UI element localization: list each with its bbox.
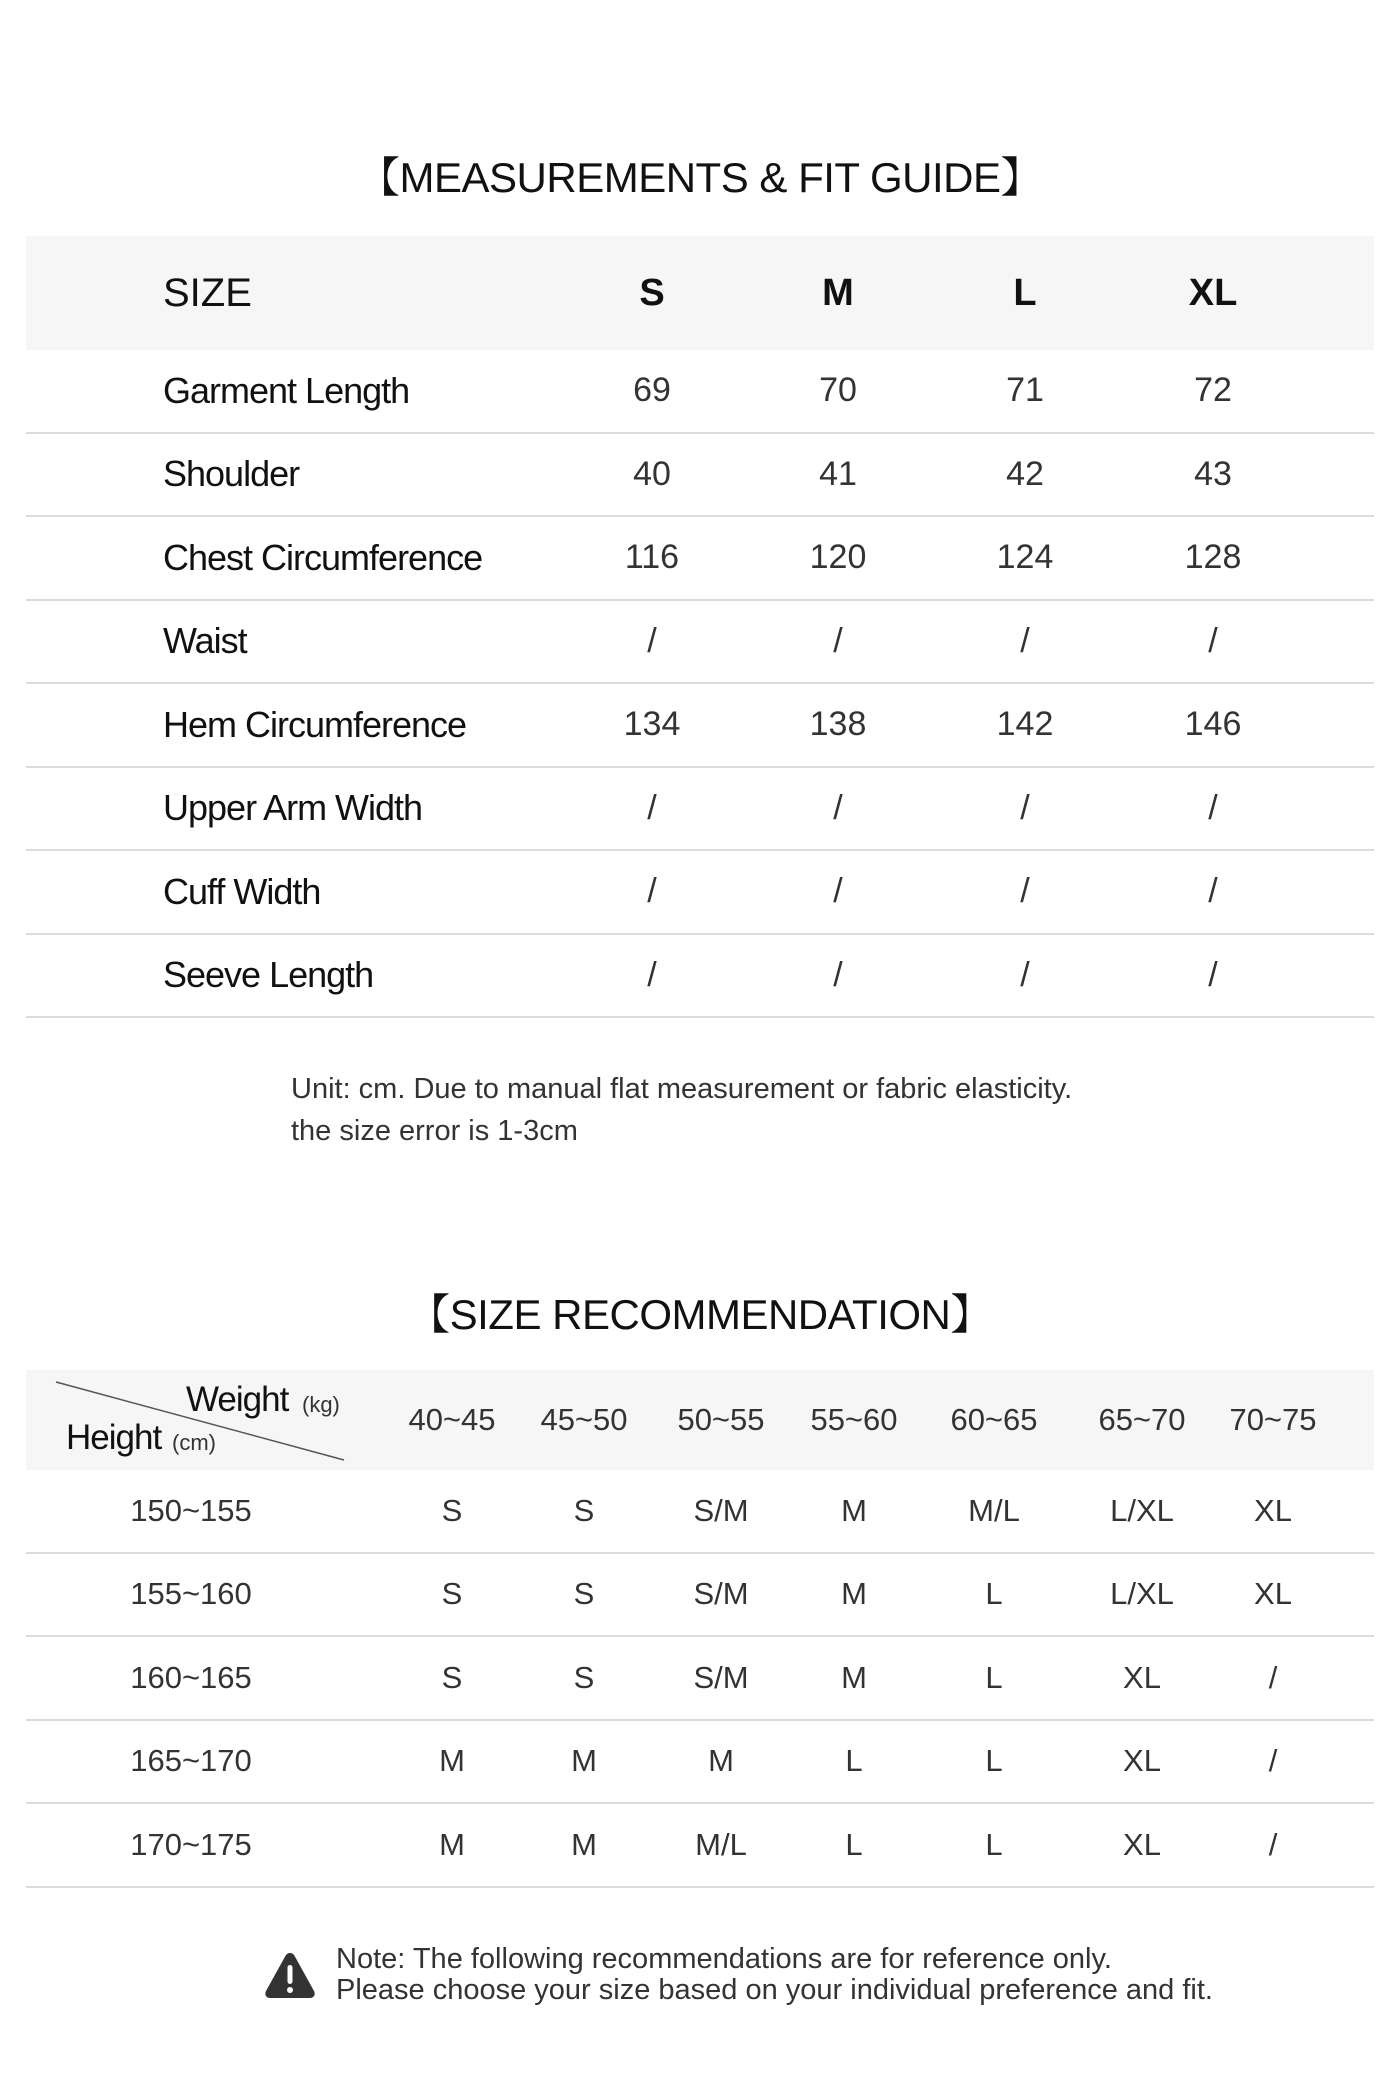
weight-range: 60~65 [950, 1402, 1038, 1437]
recommended-size: S/M [693, 1659, 749, 1695]
recommended-size: M [571, 1743, 597, 1779]
measurement-row [26, 768, 1374, 852]
recommended-size: XL [1254, 1492, 1292, 1528]
recommended-size: L [845, 1743, 863, 1779]
measurement-value: 124 [996, 538, 1054, 577]
measurement-value: 40 [633, 454, 671, 493]
weight-range: 55~60 [810, 1402, 898, 1437]
measurement-row [26, 350, 1374, 434]
measurement-value: 43 [1194, 454, 1232, 493]
recommended-size: M [841, 1576, 867, 1612]
measurement-value: / [1208, 955, 1218, 994]
recommended-size: XL [1123, 1826, 1161, 1862]
recommendation-row [26, 1470, 1374, 1554]
measurement-label: Waist [163, 620, 247, 662]
measurement-label: Garment Length [163, 369, 410, 411]
measurement-value: 69 [633, 371, 671, 410]
recommended-size: S [441, 1492, 463, 1528]
measurement-value: / [833, 955, 843, 994]
measurements-title: 【MEASUREMENTS & FIT GUIDE】 [358, 154, 1042, 201]
height-range: 150~155 [130, 1492, 252, 1528]
measurement-value: 120 [809, 538, 867, 577]
measurement-row [26, 601, 1374, 685]
size-header-xl: XL [1188, 271, 1238, 314]
recommended-size: S/M [693, 1492, 749, 1528]
recommended-size: XL [1254, 1576, 1292, 1612]
note-line1: Note: The following recommendations are for reference only. [336, 1943, 1112, 1975]
measurement-value: 41 [819, 454, 857, 493]
measurements-table [26, 236, 1374, 1018]
measurement-value: 128 [1184, 538, 1242, 577]
recommendation-row [26, 1637, 1374, 1721]
measurement-row [26, 434, 1374, 518]
recommended-size: L [985, 1659, 1003, 1695]
recommended-size: S/M [693, 1576, 749, 1612]
recommended-size: L/XL [1110, 1576, 1174, 1612]
measurement-value: 71 [1006, 371, 1044, 410]
measurement-value: 72 [1194, 371, 1232, 410]
measurement-label: Cuff Width [163, 870, 321, 912]
measurement-label: Upper Arm Width [163, 787, 423, 829]
recommended-size: M [571, 1826, 597, 1862]
measurement-value: / [1020, 872, 1030, 911]
recommendation-table [26, 1370, 1374, 1888]
measurement-value: / [1020, 955, 1030, 994]
measurement-row [26, 517, 1374, 601]
size-header-label: SIZE [163, 270, 252, 315]
recommendation-row [26, 1804, 1374, 1888]
unit-note-line2: the size error is 1-3cm [291, 1115, 578, 1147]
measurement-row [26, 684, 1374, 768]
measurement-label: Seeve Length [163, 954, 374, 996]
recommended-size: S [573, 1659, 595, 1695]
height-unit: (cm) [172, 1430, 216, 1455]
recommended-size: XL [1123, 1743, 1161, 1779]
weight-range: 65~70 [1098, 1402, 1186, 1437]
recommended-size: M [439, 1743, 465, 1779]
height-range: 170~175 [130, 1826, 252, 1862]
weight-range: 45~50 [540, 1402, 628, 1437]
measurement-value: / [647, 955, 657, 994]
recommended-size: L [985, 1826, 1003, 1862]
unit-note-line1: Unit: cm. Due to manual flat measurement or fabric elasticity. [291, 1073, 1073, 1105]
size-header-m: M [822, 271, 854, 314]
measurement-value: / [647, 872, 657, 911]
weight-unit: (kg) [302, 1392, 340, 1417]
recommendation-row [26, 1721, 1374, 1805]
recommended-size: M [439, 1826, 465, 1862]
measurement-value: 138 [809, 705, 867, 744]
weight-range: 70~75 [1229, 1402, 1317, 1437]
measurement-label: Hem Circumference [163, 703, 467, 745]
size-header-l: L [1013, 271, 1037, 314]
measurement-value: 70 [819, 371, 857, 410]
measurement-value: 142 [996, 705, 1054, 744]
recommendation-row [26, 1554, 1374, 1638]
height-range: 160~165 [130, 1659, 252, 1695]
measurement-label: Shoulder [163, 453, 300, 495]
weight-label: Weight [186, 1380, 289, 1419]
measurement-value: / [833, 788, 843, 827]
recommended-size: L [985, 1743, 1003, 1779]
recommended-size: M/L [695, 1826, 747, 1862]
measurement-value: / [1020, 621, 1030, 660]
recommended-size: XL [1123, 1659, 1161, 1695]
measurement-value: 116 [624, 538, 680, 577]
recommendation-note [264, 1944, 1364, 2006]
recommendation-title: 【SIZE RECOMMENDATION】 [408, 1291, 992, 1338]
recommended-size: L/XL [1110, 1492, 1174, 1528]
recommended-size: S [573, 1576, 595, 1612]
height-range: 155~160 [130, 1576, 252, 1612]
recommended-size: S [441, 1576, 463, 1612]
recommended-size: M [708, 1743, 734, 1779]
recommended-size: S [573, 1492, 595, 1528]
recommended-size: L [845, 1826, 863, 1862]
warning-icon [264, 1950, 316, 2000]
measurement-value: / [1208, 621, 1218, 660]
measurement-value: / [647, 621, 657, 660]
measurement-value: / [1208, 872, 1218, 911]
measurement-value: 146 [1184, 705, 1242, 744]
weight-range: 50~55 [677, 1402, 765, 1437]
recommended-size: / [1268, 1659, 1278, 1695]
measurement-value: / [1208, 788, 1218, 827]
recommended-size: L [985, 1576, 1003, 1612]
measurements-header-row [26, 236, 1374, 350]
measurement-row [26, 851, 1374, 935]
height-range: 165~170 [130, 1743, 252, 1779]
note-line2: Please choose your size based on your individual preference and fit. [336, 1974, 1213, 2006]
recommended-size: M/L [968, 1492, 1020, 1528]
measurement-row [26, 935, 1374, 1019]
recommended-size: / [1268, 1743, 1278, 1779]
measurement-value: / [833, 621, 843, 660]
weight-range: 40~45 [408, 1402, 496, 1437]
measurement-value: / [1020, 788, 1030, 827]
measurement-value: / [647, 788, 657, 827]
unit-note [291, 1068, 1072, 1152]
recommended-size: M [841, 1492, 867, 1528]
weight-height-corner-cell [26, 1370, 366, 1470]
measurement-value: / [833, 872, 843, 911]
size-header-s: S [639, 271, 665, 314]
measurement-value: 42 [1006, 454, 1044, 493]
height-label: Height [66, 1418, 162, 1457]
measurement-value: 134 [623, 705, 681, 744]
recommended-size: S [441, 1659, 463, 1695]
recommended-size: / [1268, 1826, 1278, 1862]
recommendation-header-row [26, 1370, 1374, 1470]
measurement-label: Chest Circumference [163, 536, 483, 578]
recommended-size: M [841, 1659, 867, 1695]
